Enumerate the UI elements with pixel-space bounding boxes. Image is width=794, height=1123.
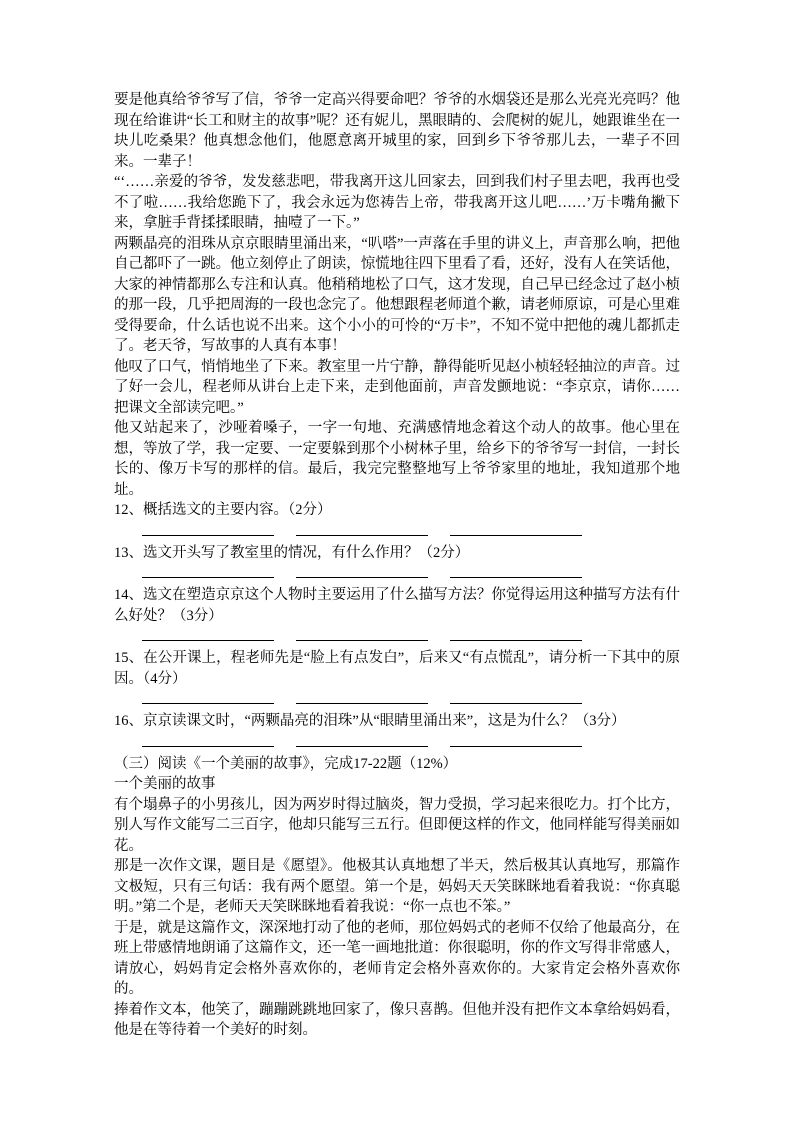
answer-line-12	[114, 521, 680, 543]
answer-line-15	[114, 689, 680, 711]
question-13: 13、选文开头写了教室里的情况，有什么作用？（2分）	[114, 544, 470, 561]
blank-segment	[296, 732, 428, 747]
answer-line-13	[114, 563, 680, 585]
blank-segment	[142, 732, 274, 747]
body-paragraph-1: 要是他真给爷爷写了信，爷爷一定高兴得要命吧？爷爷的水烟袋还是那么光亮光亮吗？他现在给谁讲“长工和财主的故事”呢？还有妮儿，黑眼睛的、会爬树的妮儿，她跟谁坐在一块儿吃桑果？他真想念他们，他愿意离开城里的家，回到乡下爷爷那儿去，一辈子不回来。一辈子！	[114, 92, 680, 170]
blank-segment	[296, 521, 428, 536]
question-14: 14、选文在塑造京京这个人物时主要运用了什么描写方法？你觉得运用这种描写方法有什么好处？（3分）	[114, 587, 680, 624]
body-paragraph-3: 两颗晶亮的泪珠从京京眼睛里涌出来，“叭嗒”一声落在手里的讲义上，声音那么响，把他自己都吓了一跳。他立刻停止了朗读，惊慌地往四下里看了看，还好，没有人在笑话他，大家的神情都那么专注和认真。他稍稍地松了口气，这才发现，自己早已经念过了赵小桢的那一段，几乎把周海的一段也念完了。他想跟程老师道个歉，请老师原谅，可是心里难受得要命，什么话也说不出来。这个小小的可怜的“万卡”，不知不觉中把他的魂儿都抓走了。老天爷，写故事的人真有本事！	[114, 235, 680, 354]
body-paragraph-4: 他叹了口气，悄悄地坐了下来。教室里一片宁静，静得能听见赵小桢轻轻抽泣的声音。过了好一会儿，程老师从讲台上走下来，走到他面前，声音发颤地说：“李京京，请你……把课文全部读完吧。”	[114, 358, 680, 416]
blank-segment	[296, 563, 428, 578]
blank-segment	[450, 732, 582, 747]
blank-segment	[142, 563, 274, 578]
blank-segment	[296, 626, 428, 641]
blank-segment	[450, 689, 582, 704]
story-title: 一个美丽的故事	[114, 776, 216, 792]
blank-segment	[142, 689, 274, 704]
blank-segment	[142, 626, 274, 641]
body-paragraph-2: “‘……亲爱的爷爷，发发慈悲吧，带我离开这儿回家去，回到我们村子里去吧，我再也受不了啦……我给您跪下了，我会永远为您祷告上帝，带我离开这儿吧……’万卡嘴角撇下来，拿脏手背揉揉眼睛，抽噎了一下。”	[114, 174, 680, 231]
blank-segment	[142, 521, 274, 536]
blank-segment	[450, 563, 582, 578]
body-paragraph-5: 他又站起来了，沙哑着嗓子，一字一句地、充满感情地念着这个动人的故事。他心里在想，等放了学，我一定要、一定要躲到那个小树林子里，给乡下的爷爷写一封信，一封长长的、像万卡写的那样的信。最后，我完完整整地写上爷爷家里的地址，我知道那个地址。	[114, 420, 680, 498]
story-paragraph-3: 于是，就是这篇作文，深深地打动了他的老师，那位妈妈式的老师不仅给了他最高分，在班上带感情地朗诵了这篇作文，还一笔一画地批道：你很聪明，你的作文写得非常感人，请放心，妈妈肯定会格外喜欢你的，老师肯定会格外喜欢你的。大家肯定会格外喜欢你的。	[114, 919, 680, 997]
answer-line-16	[114, 732, 680, 754]
story-paragraph-1: 有个塌鼻子的小男孩儿，因为两岁时得过脑炎，智力受损，学习起来很吃力。打个比方，别人写作文能写二三百字，他却只能写三五行。但即便这样的作文，他同样能写得美丽如花。	[114, 796, 680, 854]
story-paragraph-4: 捧着作文本，他笑了，蹦蹦跳跳地回家了，像只喜鹊。但他并没有把作文本拿给妈妈看，他是在等待着一个美好的时刻。	[114, 1001, 680, 1038]
blank-segment	[296, 689, 428, 704]
story-paragraph-2: 那是一次作文课，题目是《愿望》。他极其认真地想了半天，然后极其认真地写，那篇作文极短，只有三句话：我有两个愿望。第一个是，妈妈天天笑眯眯地看着我说：“你真聪明。”第二个是，老师天天笑眯眯地看着我说：“你一点也不笨。”	[114, 858, 680, 915]
section-3-heading: （三）阅读《一个美丽的故事》，完成17-22题（12%）	[114, 755, 458, 772]
question-15: 15、在公开课上，程老师先是“脸上有点发白”，后来又“有点慌乱”，请分析一下其中的原因。（4分）	[114, 650, 680, 687]
answer-line-14	[114, 626, 680, 648]
question-16: 16、京京读课文时，“两颗晶亮的泪珠”从“眼睛里涌出来”，这是为什么？（3分）	[114, 713, 626, 729]
question-12: 12、概括选文的主要内容。（2分）	[114, 502, 332, 518]
blank-segment	[450, 521, 582, 536]
blank-segment	[450, 626, 582, 641]
